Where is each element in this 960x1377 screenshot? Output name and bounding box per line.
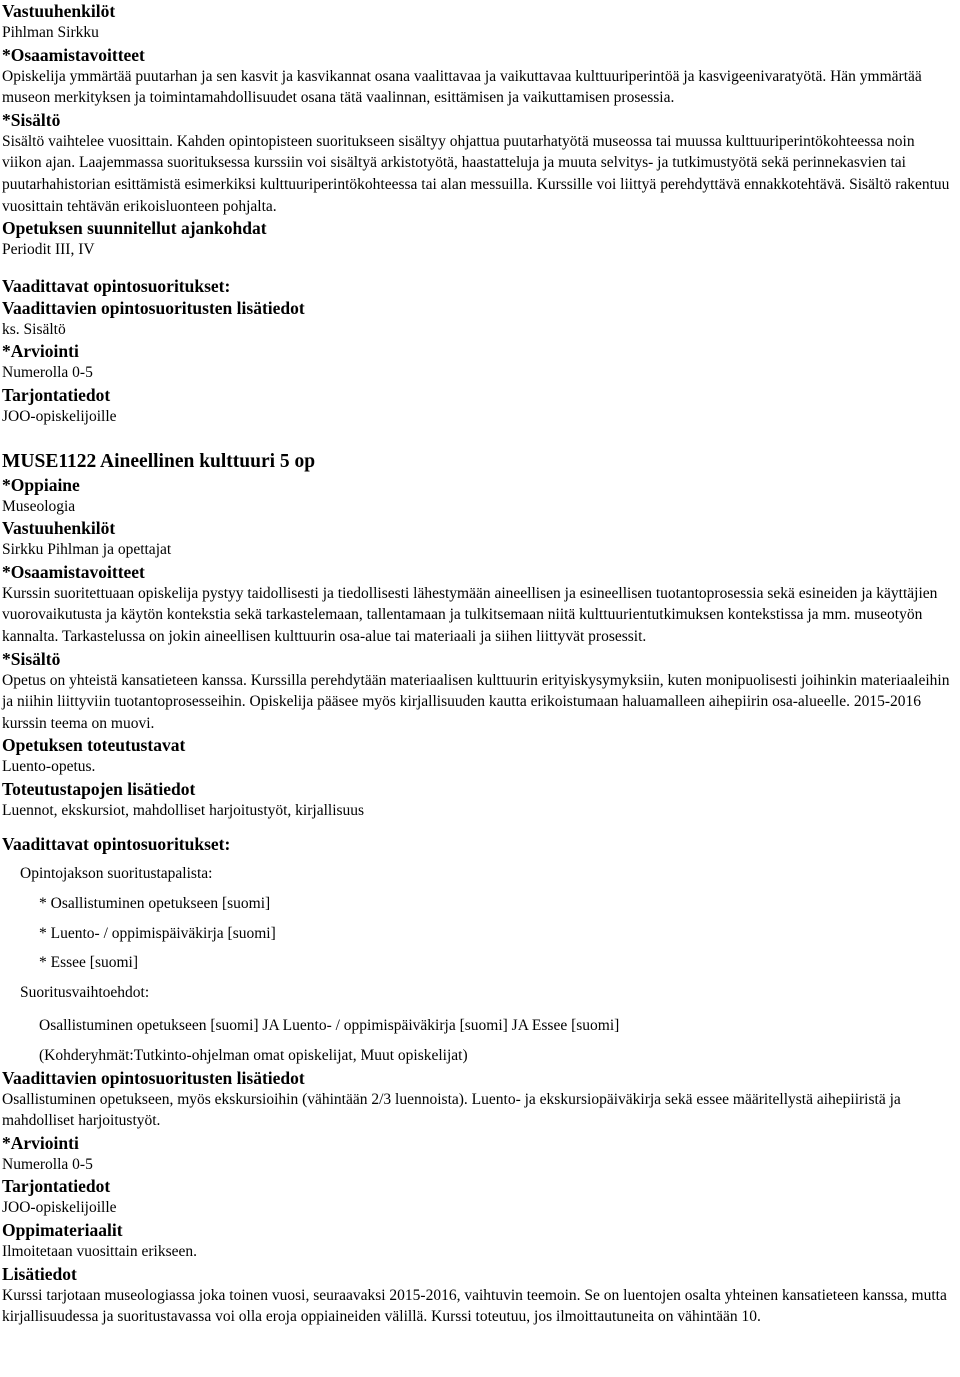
responsible-text: Sirkku Pihlman ja opettajat bbox=[2, 541, 172, 559]
offering-heading: Tarjontatiedot bbox=[2, 1176, 111, 1197]
responsible-text: Pihlman Sirkku bbox=[2, 24, 99, 41]
outcomes-heading: *Osaamistavoitteet bbox=[2, 561, 145, 582]
completion-method-item: * Luento- / oppimispäiväkirja [suomi] bbox=[39, 924, 276, 942]
content-heading: *Sisältö bbox=[2, 648, 61, 669]
course-title: MUSE1122 Aineellinen kulttuuri 5 op bbox=[2, 450, 316, 472]
subject-text: Museologia bbox=[2, 497, 76, 515]
required-heading: Vaadittavat opintosuoritukset: bbox=[2, 834, 231, 855]
content-heading: *Sisältö bbox=[2, 109, 61, 130]
responsible-heading: Vastuuhenkilöt bbox=[2, 1, 116, 21]
grading-text: Numerolla 0-5 bbox=[2, 364, 93, 382]
offering-text: JOO-opiskelijoille bbox=[2, 407, 117, 425]
grading-text: Numerolla 0-5 bbox=[2, 1155, 93, 1173]
timing-heading: Opetuksen suunnitellut ajankohdat bbox=[2, 218, 267, 239]
subject-heading: *Oppiaine bbox=[2, 474, 80, 495]
required-extra-heading: Vaadittavien opintosuoritusten lisätiedot bbox=[2, 297, 305, 318]
target-groups: (Kohderyhmät:Tutkinto-ohjelman omat opiskelijat, Muut opiskelijat) bbox=[39, 1047, 468, 1065]
completion-method-item: * Essee [suomi] bbox=[39, 954, 139, 972]
offering-text: JOO-opiskelijoille bbox=[2, 1199, 117, 1217]
grading-heading: *Arviointi bbox=[2, 341, 79, 362]
completion-alternative: Osallistuminen opetukseen [suomi] JA Luento- / oppimispäiväkirja [suomi] JA Essee [suomi] bbox=[39, 1017, 620, 1035]
additional-info-text: Kurssi tarjotaan museologiassa joka toinen vuosi, seuraavaksi 2015-2016, vaihtuvin teemoin. Se on luentojen osalta yhteinen kansatieteen kanssa, mutta kirjallisuudessa ja suoritustavassa voi olla eroja oppiaineiden välillä. Kurssi toteutuu, jos ilmoittautuneita on vähintään 10. bbox=[2, 1286, 947, 1326]
completion-method-label: Opintojakson suoritustapalista: bbox=[20, 865, 213, 883]
timing-text: Periodit III, IV bbox=[2, 241, 95, 259]
methods-extra-text: Luennot, ekskursiot, mahdolliset harjoitustyöt, kirjallisuus bbox=[2, 801, 365, 819]
materials-text: Ilmoitetaan vuosittain erikseen. bbox=[2, 1243, 197, 1260]
offering-heading: Tarjontatiedot bbox=[2, 384, 111, 405]
materials-heading: Oppimateriaalit bbox=[2, 1220, 123, 1240]
required-heading: Vaadittavat opintosuoritukset: bbox=[2, 275, 231, 296]
completion-method-item: * Osallistuminen opetukseen [suomi] bbox=[39, 895, 271, 913]
additional-info-heading: Lisätiedot bbox=[2, 1263, 77, 1284]
responsible-heading: Vastuuhenkilöt bbox=[2, 518, 116, 539]
methods-text: Luento-opetus. bbox=[2, 758, 96, 776]
required-extra-heading: Vaadittavien opintosuoritusten lisätiedot bbox=[2, 1067, 305, 1088]
content-text: Sisältö vaihtelee vuosittain. Kahden opintopisteen suoritukseen sisältyy ohjattua puutarhatyötä museossa tai muussa kulttuuriperintökohteessa noin viikon ajan. Laajemmassa suorituksessa kurssiin voi sisältyä arkistotyötä, haastatteluja ja muuta selvitys- ja tutkimustyötä sekä perinnekasvien tai puutarhahistorian esittämistä esimerkiksi kulttuuriperintökohteessa tai alan messuilla. Kurssille voi liittyä perehdyttävä ennakkotehtävä. Sisältö rakentuu vuosittain tehtävän erikoisluonteen pohjalta. bbox=[2, 132, 950, 215]
grading-heading: *Arviointi bbox=[2, 1132, 79, 1153]
content-text: Opetus on yhteistä kansatieteen kanssa. Kurssilla perehdytään materiaalisen kulttuurin erityiskysymyksiin, kuten monipuolisesti joihinkin materiaaleihin ja niihin liittyviin tuotantoprosesseihin. Opiskelija pääsee myös kirjallisuuden kautta erikoistumaan haluamalleen aihepiirin osa-alueelle. 2015-2016 kurssin teema on muovi. bbox=[2, 671, 950, 732]
methods-heading: Opetuksen toteutustavat bbox=[2, 735, 186, 756]
required-extra-text: Osallistuminen opetukseen, myös ekskursioihin (vähintään 2/3 luennoista). Luento- ja ekskursiopäiväkirja sekä essee määritellystä aihepiiristä ja mahdolliset harjoitustyöt. bbox=[2, 1090, 901, 1130]
outcomes-text: Opiskelija ymmärtää puutarhan ja sen kasvit ja kasvikannat osana vaalittavaa ja vaikuttavaa kulttuuriperintöä ja kasvigeenivaratyötä. Hän ymmärtää museon merkityksen ja toimintamahdollisuudet osana tätä vaalinnan, esittämisen ja vaikuttamisen prosessia. bbox=[2, 67, 922, 107]
outcomes-text: Kurssin suoritettuaan opiskelija pystyy taidollisesti ja tiedollisesti lähestymään aineellisen ja esineellisen tuotantoprosessia sekä esineiden ja käyttäjien vuorovaikutusta ja käytön kontekstia sekä tarkastelemaan, tallentamaan ja tulkitsemaan niitä kulttuurientutkimuksen kontekstissa ja mm. museotyön kannalta. Tarkastelussa on jokin aineellisen kulttuurin osa-alue tai materiaali ja siihen liittyvät prosessit. bbox=[2, 584, 938, 645]
completion-alternatives-label: Suoritusvaihtoehdot: bbox=[20, 983, 150, 1001]
document-page bbox=[2, 0, 957, 1328]
required-extra-text: ks. Sisältö bbox=[2, 320, 66, 338]
methods-extra-heading: Toteutustapojen lisätiedot bbox=[2, 778, 196, 799]
outcomes-heading: *Osaamistavoitteet bbox=[2, 44, 145, 65]
